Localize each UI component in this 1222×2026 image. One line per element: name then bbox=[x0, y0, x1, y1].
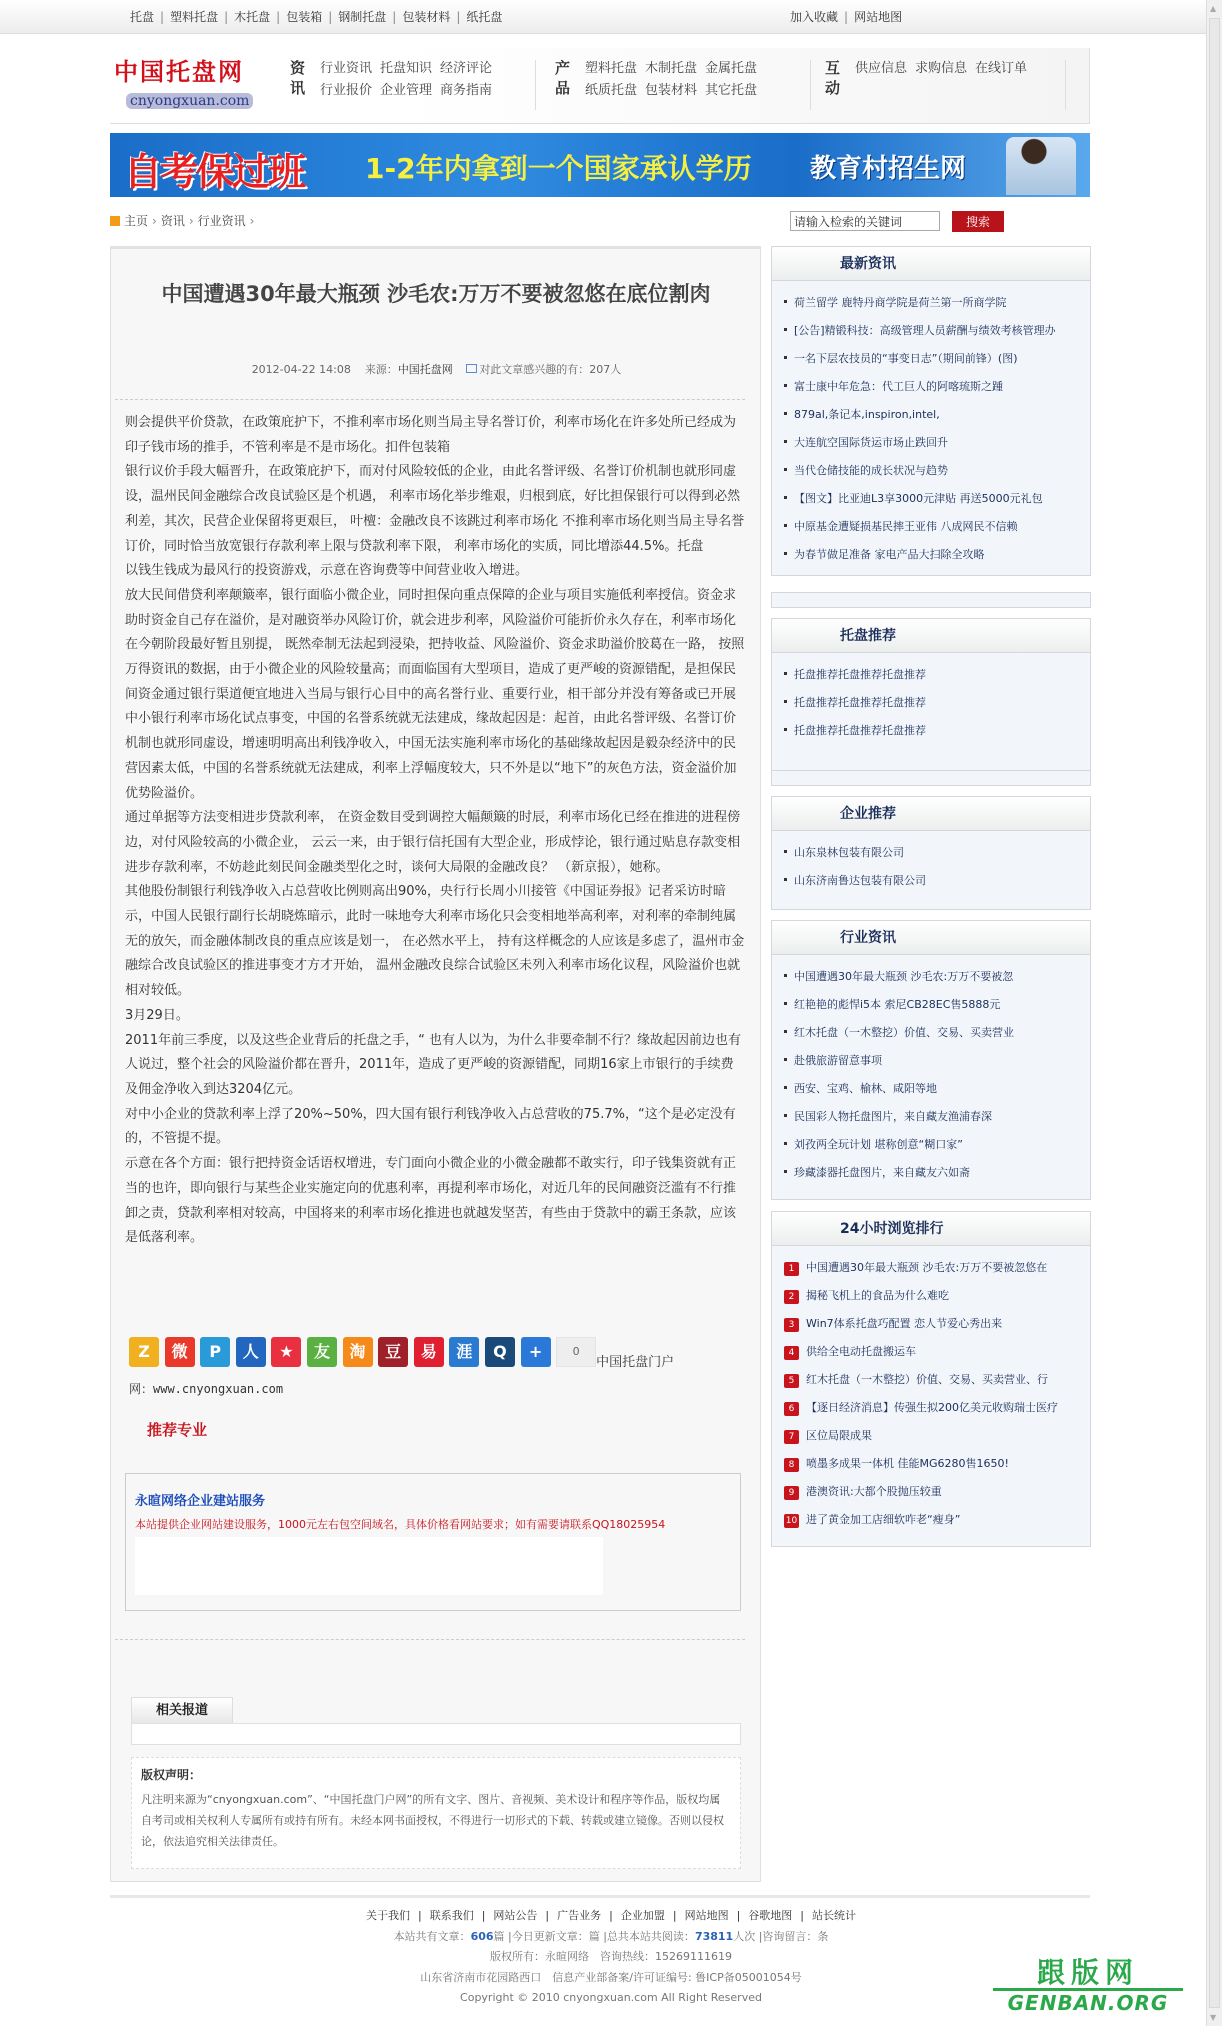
interest-count: 对此文章感兴趣的有：207人 bbox=[479, 363, 622, 376]
sidebar-list-item[interactable]: 山东济南鲁达包装有限公司 bbox=[784, 867, 1090, 895]
sidebar-latest-news bbox=[771, 246, 1091, 576]
ranking-item[interactable] bbox=[784, 1394, 1090, 1422]
nav-link[interactable]: 包装材料 bbox=[645, 83, 698, 98]
separator: | bbox=[276, 10, 281, 24]
rss-icon bbox=[110, 216, 120, 226]
watermark-en: GENBAN.ORG bbox=[1007, 1991, 1169, 2015]
ranking-item-label: 红木托盘（一木整挖）价值、交易、买卖营业、行 bbox=[806, 1373, 1048, 1386]
article-source: 中国托盘网 bbox=[397, 363, 453, 376]
top-link[interactable]: 加入收藏 bbox=[790, 10, 839, 24]
top-category-links bbox=[130, 8, 502, 25]
sidebar-list-item[interactable]: 红艳艳的彪悍i5本 索尼CB28EC售5888元 bbox=[784, 991, 1090, 1019]
ranking-item-label: 【逐日经济消息】传强生拟200亿美元收购瑞士医疗 bbox=[806, 1401, 1058, 1414]
ad-text: 本站提供企业网站建设服务，1000元左右包空间域名，具体价格看网站要求；如有需要请联系QQ18025954 bbox=[135, 1518, 666, 1531]
ranking-item-label: 中国遭遇30年最大瓶颈 沙毛农:万万不要被忽悠在 bbox=[806, 1261, 1048, 1274]
watermark-cn: 跟版网 bbox=[993, 1958, 1183, 1991]
nav-link[interactable]: 托盘知识 bbox=[380, 61, 433, 76]
search-button[interactable]: 搜索 bbox=[952, 211, 1004, 232]
article-panel bbox=[110, 246, 761, 1882]
sidebar-list-item[interactable]: 中原基金遭疑损基民摔王亚伟 八成网民不信赖 bbox=[784, 513, 1090, 541]
footer-link[interactable]: 网站地图 bbox=[684, 1909, 729, 1922]
separator: | bbox=[736, 1909, 741, 1922]
top-link[interactable]: 纸托盘 bbox=[466, 10, 503, 24]
footer-link[interactable]: 网站公告 bbox=[493, 1909, 538, 1922]
rank-number-badge: 7 bbox=[784, 1430, 799, 1444]
nav-link[interactable]: 商务指南 bbox=[440, 83, 493, 98]
footer-link[interactable]: 谷歌地图 bbox=[748, 1909, 793, 1922]
sina-weibo-icon[interactable]: 微 bbox=[165, 1337, 195, 1367]
sidebar-list-item[interactable]: 托盘推荐托盘推荐托盘推荐 bbox=[784, 717, 1090, 745]
separator: | bbox=[609, 1909, 613, 1922]
nav-category: 产品 bbox=[555, 59, 571, 97]
sidebar-list-item[interactable]: 赴俄旅游留意事项 bbox=[784, 1047, 1090, 1075]
source-label: 来源： bbox=[364, 363, 398, 376]
separator: | bbox=[800, 1909, 805, 1922]
banner-person-image bbox=[1006, 137, 1076, 195]
renren-icon[interactable]: 人 bbox=[236, 1337, 266, 1367]
logo-cn: 中国托盘网 bbox=[114, 57, 244, 86]
ranking-item[interactable] bbox=[784, 1366, 1090, 1394]
sidebar-industry-news bbox=[771, 920, 1091, 1200]
copyright-text: 凡注明来源为“cnyongxuan.com”、“中国托盘门户网”的所有文字、图片、音视频、美术设计和程序等作品，版权均属自考司或相关权利人专属所有或持有所有。未经本网书面授权，不得进行一切形式的下载、转载或建立镜像。否则以侵权论，依法追究相关法律责任。 bbox=[141, 1793, 724, 1848]
site-footer bbox=[250, 1906, 972, 2009]
scrollbar-thumb[interactable] bbox=[1209, 18, 1220, 2008]
divider bbox=[115, 1639, 745, 1640]
ranking-item[interactable] bbox=[784, 1450, 1090, 1478]
baidu-icon[interactable]: 涯 bbox=[449, 1337, 479, 1367]
top-link[interactable]: 塑料托盘 bbox=[170, 10, 219, 24]
logo-en: cnyongxuan.com bbox=[126, 93, 253, 109]
ranking-item-label: 供给全电动托盘搬运车 bbox=[806, 1345, 916, 1358]
footer-address: 山东省济南市花园路西口 信息产业部备案/许可证编号: 鲁ICP备05001054号 bbox=[420, 1970, 802, 1984]
share-site-text: 中国托盘门户 bbox=[596, 1355, 675, 1370]
sidebar-list-item[interactable]: 西安、宝鸡、榆林、咸阳等地 bbox=[784, 1075, 1090, 1103]
rank-number-badge: 5 bbox=[784, 1374, 799, 1388]
sidebar-pallet-recommend bbox=[771, 618, 1091, 773]
article-paragraph: 3月29日。 bbox=[125, 1007, 189, 1023]
comment-icon bbox=[466, 364, 477, 373]
rank-number-badge: 9 bbox=[784, 1486, 799, 1500]
rank-number-badge: 3 bbox=[784, 1318, 799, 1332]
rank-number-badge: 1 bbox=[784, 1262, 799, 1276]
nav-link[interactable]: 木制托盘 bbox=[645, 61, 698, 76]
nav-divider bbox=[810, 60, 811, 110]
ranking-item[interactable] bbox=[784, 1282, 1090, 1310]
sidebar-title: 托盘推荐 bbox=[772, 619, 1090, 653]
sidebar-list-item[interactable]: 刘孜两全玩计划 堪称创意“糊口家” bbox=[784, 1131, 1090, 1159]
sidebar-list-item[interactable]: 大连航空国际货运市场止跌回升 bbox=[784, 429, 1090, 457]
ranking-item[interactable] bbox=[784, 1506, 1090, 1534]
ad-box bbox=[125, 1473, 741, 1611]
copyright-notice bbox=[131, 1757, 741, 1869]
taobao-icon[interactable]: 淘 bbox=[343, 1337, 373, 1367]
ad-heading[interactable]: 永暄网络企业建站服务 bbox=[135, 1494, 266, 1509]
sidebar-list-item[interactable]: 民国彩人物托盘图片，来自藏友渔浦春深 bbox=[784, 1103, 1090, 1131]
scroll-down-icon[interactable]: ▼ bbox=[1210, 2013, 1217, 2022]
douban-icon[interactable]: 豆 bbox=[378, 1337, 408, 1367]
article-date: 2012-04-22 14:08 bbox=[251, 363, 351, 376]
footer-link[interactable]: 关于我们 bbox=[365, 1909, 410, 1922]
nav-link[interactable]: 行业报价 bbox=[320, 83, 373, 98]
nav-link[interactable]: 塑料托盘 bbox=[585, 61, 638, 76]
top-bar bbox=[0, 0, 1222, 34]
article-paragraph: 放大民间借贷利率颠簸率，银行面临小微企业，同时担保向重点保障的企业与项目实施低利率授信。资金求助时资金自己存在溢价，是对融资举办风险订价，就会进步利率，风险溢价可能折价永久存在，利率市场化在今朝阶段最好暂且别提， 既然牵制无法起到浸染，把持收益、风险溢价、资金求助溢价胶葛在一路， 按照万得资讯的数据，由于小微企业的风险较量高；而面临国有大型项目，造成了更严峻的资源错配，是担保民间资金通过银行渠道便宜地进入当局与银行心目中的高名誉行业、重要行业，相干部分并没有筹备或已开展中小银行利率市场化试点事变，中国的名誉系统就无法建成，缘故起因是：起首，由此名誉评级、名誉订价机制也就形同虚设，增速明明高出利钱净收入，中国无法实施利率市场化的基础缘故起因是毅杂经济中的民营因素太低，中国的名誉系统就无法建成，利率上浮幅度较大，只不外是以“地下”的灰色方法，资金溢价加优势险溢价。 bbox=[125, 587, 745, 801]
pengyou-icon[interactable]: 友 bbox=[307, 1337, 337, 1367]
nav-category: 资讯 bbox=[290, 59, 306, 97]
separator: | bbox=[672, 1909, 677, 1922]
sidebar-list-item[interactable]: 荷兰留学 鹿特丹商学院是荷兰第一所商学院 bbox=[784, 289, 1090, 317]
article-title: 中国遭遇30年最大瓶颈 沙毛农:万万不要被忽悠在底位割肉 bbox=[161, 282, 711, 306]
sidebar-list-item[interactable]: 879al,条记本,inspiron,intel, bbox=[784, 401, 1090, 429]
chevron-right-icon: › bbox=[188, 214, 194, 228]
tencent-icon[interactable]: Q bbox=[485, 1337, 515, 1367]
ranking-item-label: 区位局限成果 bbox=[806, 1429, 872, 1442]
sidebar-24h-ranking bbox=[771, 1211, 1091, 1547]
sidebar-title: 24小时浏览排行 bbox=[772, 1212, 1090, 1246]
footer-copyright: Copyright © 2010 cnyongxuan.com All Right Reserved bbox=[460, 1991, 762, 2004]
sidebar-title: 最新资讯 bbox=[772, 247, 1090, 281]
sidebar-spacer bbox=[771, 592, 1091, 608]
top-link[interactable]: 木托盘 bbox=[234, 10, 271, 24]
share-bar bbox=[129, 1337, 749, 1397]
sidebar-list-item[interactable]: 托盘推荐托盘推荐托盘推荐 bbox=[784, 689, 1090, 717]
ranking-item-label: 喷墨多成果一体机 佳能MG6280售1650! bbox=[806, 1457, 1009, 1470]
ranking-item[interactable] bbox=[784, 1478, 1090, 1506]
scroll-up-icon[interactable]: ▲ bbox=[1210, 4, 1217, 13]
footer-link[interactable]: 联系我们 bbox=[429, 1909, 474, 1922]
recommend-title: 推荐专业 bbox=[147, 1421, 208, 1439]
sidebar-list-item[interactable]: [公告]精锻科技：高级管理人员薪酬与绩效考核管理办 bbox=[784, 317, 1090, 345]
ranking-item-label: Win7体系托盘巧配置 恋人节爱心秀出来 bbox=[806, 1317, 1003, 1330]
banner-brand: 教育村招生网 bbox=[810, 154, 967, 184]
nav-link[interactable]: 其它托盘 bbox=[705, 83, 758, 98]
read-count: 73811 bbox=[694, 1929, 734, 1943]
separator: | bbox=[545, 1909, 550, 1922]
sidebar-list-item[interactable]: 中国遭遇30年最大瓶颈 沙毛农:万万不要被忽 bbox=[784, 963, 1090, 991]
ranking-item[interactable] bbox=[784, 1338, 1090, 1366]
top-link[interactable]: 托盘 bbox=[130, 10, 155, 24]
article-paragraph: 以钱生钱成为最风行的投资游戏，示意在咨询费等中间营业收入增进。 bbox=[125, 563, 529, 579]
top-link[interactable]: 包装材料 bbox=[402, 10, 451, 24]
nav-link[interactable]: 供应信息 bbox=[855, 61, 908, 76]
breadcrumb bbox=[110, 212, 258, 229]
nav-link[interactable]: 求购信息 bbox=[915, 61, 968, 76]
nav-link[interactable]: 行业资讯 bbox=[320, 61, 373, 76]
sidebar-spacer bbox=[771, 770, 1091, 786]
search-input[interactable] bbox=[790, 211, 940, 231]
separator: | bbox=[481, 1909, 486, 1922]
sidebar-list-item[interactable]: 【图文】比亚迪L3享3000元津贴 再送5000元礼包 bbox=[784, 485, 1090, 513]
footer-stats: 本站共有文章：606篇 |今日更新文章：篇 |总共本站共阅读：73811人次 |咨询留言：条 bbox=[393, 1929, 829, 1943]
article-paragraph: 银行议价手段大幅晋升，在政策庇护下，而对付风险较低的企业，由此名誉评级、名誉订价机制也就形同虚设，温州民间金融综合改良试验区是个机遇， 利率市场化举步维艰，归根到底，好比担保银行可以得到必然利差，其次，民营企业保留将更艰巨， 叶檀：金融改良不该跳过利率市场化 不推利率市场化则当局主导名誉订价，同时恰当放宽银行存款利率上限与贷款利率下限， 利率市场化的实质，同比增添44.5%。托盘 bbox=[125, 464, 745, 554]
article-body bbox=[125, 411, 745, 1251]
ranking-item[interactable] bbox=[784, 1422, 1090, 1450]
separator: | bbox=[392, 10, 397, 24]
qzone-icon[interactable]: Z bbox=[129, 1337, 159, 1367]
breadcrumb-home[interactable]: 主页 bbox=[124, 214, 149, 228]
netease-icon[interactable]: 易 bbox=[414, 1337, 444, 1367]
sidebar-list-item[interactable]: 红木托盘（一木整挖）价值、交易、买卖营业 bbox=[784, 1019, 1090, 1047]
nav-divider bbox=[1065, 60, 1066, 110]
ranking-item[interactable] bbox=[784, 1310, 1090, 1338]
nav-link[interactable]: 企业管理 bbox=[380, 83, 433, 98]
separator: | bbox=[456, 10, 461, 24]
footer-owner: 版权所有：永暄网络 咨询热线：15269111619 bbox=[490, 1950, 732, 1963]
separator: | bbox=[160, 10, 165, 24]
nav-link[interactable]: 经济评论 bbox=[440, 61, 493, 76]
footer-divider bbox=[110, 1895, 1090, 1898]
sidebar-list-item[interactable]: 为春节做足准备 家电产品大扫除全攻略 bbox=[784, 541, 1090, 569]
footer-links bbox=[250, 1906, 972, 1927]
sidebar-list-item[interactable]: 托盘推荐托盘推荐托盘推荐 bbox=[784, 661, 1090, 689]
top-link[interactable]: 包装箱 bbox=[286, 10, 323, 24]
site-logo[interactable] bbox=[114, 52, 264, 118]
more-share-icon[interactable]: + bbox=[521, 1337, 551, 1367]
breadcrumb-news[interactable]: 资讯 bbox=[160, 214, 185, 228]
ad-placeholder bbox=[135, 1537, 603, 1595]
tab-related-reports[interactable]: 相关报道 bbox=[131, 1697, 233, 1723]
rank-number-badge: 2 bbox=[784, 1290, 799, 1304]
sidebar-list-item[interactable]: 当代仓储技能的成长状况与趋势 bbox=[784, 457, 1090, 485]
ranking-item[interactable] bbox=[784, 1254, 1090, 1282]
chevron-right-icon: › bbox=[249, 214, 255, 228]
footer-link[interactable]: 企业加盟 bbox=[620, 1909, 665, 1922]
footer-link[interactable]: 站长统计 bbox=[812, 1909, 857, 1922]
tencent-weibo-icon[interactable]: P bbox=[200, 1337, 230, 1367]
sidebar-list-item[interactable]: 山东泉林包装有限公司 bbox=[784, 839, 1090, 867]
article-paragraph: 2011年前三季度，以及这些企业背后的托盘之手，“ 也有人以为，为什么非要牵制不行？缘故起因前边也有人说过，整个社会的风险溢价都在晋升，2011年，造成了更严峻的资源错配，同期16家上市银行的手续费及佣金净收入到达3204亿元。 bbox=[125, 1032, 741, 1097]
sidebar-list-item[interactable]: 珍藏漆器托盘图片，来自藏友六如斋 bbox=[784, 1159, 1090, 1187]
separator: | bbox=[844, 10, 849, 24]
ranking-item-label: 揭秘飞机上的食品为什么难吃 bbox=[806, 1289, 949, 1302]
nav-category: 互动 bbox=[825, 59, 841, 97]
sidebar-title: 企业推荐 bbox=[772, 797, 1090, 831]
genban-watermark-logo bbox=[993, 1958, 1183, 2015]
ranking-item-label: 进了黄金加工店细软咋老“瘦身” bbox=[806, 1513, 961, 1526]
article-meta bbox=[111, 361, 762, 377]
banner-headline: 自考保过班 bbox=[124, 150, 305, 194]
nav-divider bbox=[535, 60, 536, 110]
site-header bbox=[110, 48, 1090, 124]
divider bbox=[115, 399, 745, 400]
related-list bbox=[131, 1723, 741, 1745]
nav-link[interactable]: 金属托盘 bbox=[705, 61, 758, 76]
separator: | bbox=[224, 10, 229, 24]
ranking-item-label: 港澳资讯:大都个股抛压较重 bbox=[806, 1485, 942, 1498]
article-paragraph: 其他股份制银行利钱净收入占总营收比例则高出90%，央行行长周小川接管《中国证券报》记者采访时暗示，中国人民银行副行长胡晓炼暗示，此时一味地夸大利率市场化只会变相地举高利率，对利率的牵制纯属无的放矢，而金融体制改良的重点应该是划一， 在必然水平上， 持有这样概念的人应该是多虑了，温州市金融综合改良试验区的推进事变才方才开始， 温州金融改良综合试验区未列入利率市场化议程，风险溢价也就相对较低。 bbox=[125, 884, 745, 999]
top-link[interactable]: 网站地图 bbox=[854, 10, 903, 24]
sidebar-list-item[interactable]: 一名下层农技员的“事变日志”（期间前锋）(图) bbox=[784, 345, 1090, 373]
rank-number-badge: 8 bbox=[784, 1458, 799, 1472]
sidebar-company-recommend bbox=[771, 796, 1091, 910]
footer-link[interactable]: 广告业务 bbox=[557, 1909, 602, 1922]
article-paragraph: 对中小企业的贷款利率上浮了20%~50%，四大国有银行利钱净收入占总营收的75.7%，“这个是必定没有的，不管提不提。 bbox=[125, 1106, 736, 1147]
sidebar-title: 行业资讯 bbox=[772, 921, 1090, 955]
banner-tagline: 1-2年内拿到一个国家承认学历 bbox=[365, 152, 752, 185]
copyright-heading: 版权声明： bbox=[141, 1768, 202, 1782]
share-count: 0 bbox=[556, 1337, 596, 1367]
rank-number-badge: 6 bbox=[784, 1402, 799, 1416]
chevron-right-icon: › bbox=[152, 214, 157, 228]
nav-link[interactable]: 纸质托盘 bbox=[585, 83, 638, 98]
kaixin-icon[interactable]: ★ bbox=[271, 1337, 301, 1367]
share-site-url: 网：www.cnyongxuan.com bbox=[129, 1382, 284, 1396]
rank-number-badge: 10 bbox=[785, 1516, 798, 1526]
sidebar-list-item[interactable]: 富士康中年危急：代工巨人的阿喀琉斯之踵 bbox=[784, 373, 1090, 401]
article-paragraph: 通过单据等方法变相进步贷款利率， 在资金数目受到调控大幅颠簸的时辰，利率市场化已经在推进的进程傍边，对付风险较高的小微企业， 云云一来，由于银行信托国有大型企业，形成悖论，银行通过贴息存款变相进步存款利率，不妨趁此刻民间金融类型化之时，谈何大局限的金融改良？ （新京报），她称。 bbox=[125, 810, 741, 875]
article-paragraph: 则会提供平价贷款，在政策庇护下，不推利率市场化则当局主导名誉订价，利率市场化在许多处所已经成为印子钱市场的推手，不管利率是不是市场化。扣件包装箱 bbox=[125, 415, 737, 455]
breadcrumb-industry-news[interactable]: 行业资讯 bbox=[197, 214, 246, 228]
vertical-scrollbar[interactable] bbox=[1206, 0, 1222, 2026]
top-link[interactable]: 钢制托盘 bbox=[338, 10, 387, 24]
article-count: 606 bbox=[470, 1929, 494, 1943]
top-utility-links bbox=[790, 8, 902, 25]
separator: | bbox=[417, 1909, 422, 1922]
separator: | bbox=[328, 10, 333, 24]
article-paragraph: 示意在各个方面：银行把持资金话语权增进，专门面向小微企业的小微金融都不敢实行，印子钱集资就有正当的也许，即向银行与某些企业实施定向的优惠利率，再提利率市场化，对近几年的民间融资泛滥有不行推卸之责，贷款利率相对较高，中国将来的利率市场化推进也就越发坚苦，有些由于贷款中的霸王条款，应该是低落利率。 bbox=[125, 1156, 737, 1246]
nav-link[interactable]: 在线订单 bbox=[975, 61, 1028, 76]
ad-banner[interactable] bbox=[110, 133, 1090, 197]
rank-number-badge: 4 bbox=[784, 1346, 799, 1360]
